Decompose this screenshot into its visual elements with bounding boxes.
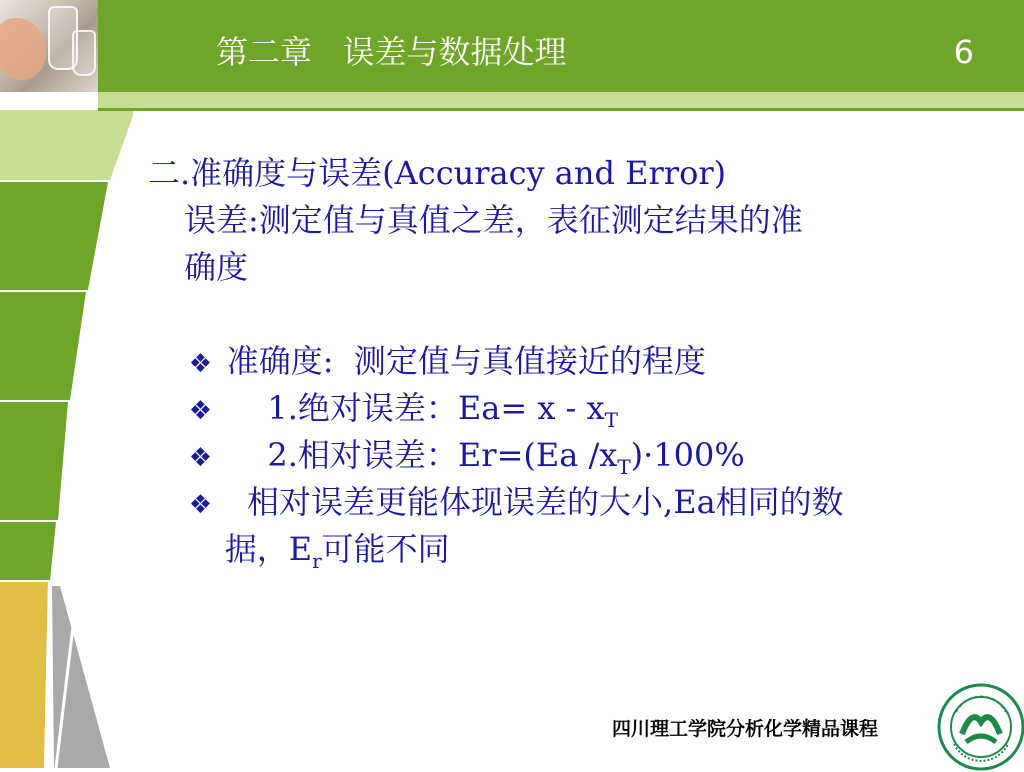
diamond-bullet-icon: ❖ (188, 490, 212, 520)
left-decoration (0, 0, 160, 768)
university-logo (936, 682, 1024, 772)
definition-text-line-1: 误差:测定值与真值之差，表征测定结果的准 (184, 201, 803, 239)
diamond-bullet-icon: ❖ (188, 443, 212, 473)
page-number: 6 (953, 33, 974, 71)
note-text-subscript: r (312, 549, 322, 573)
slide-title: 第二章 误差与数据处理 (216, 33, 567, 71)
bullet-accuracy-text: 准确度: 测定值与真值接近的程度 (226, 342, 706, 380)
bullet-accuracy (148, 291, 978, 380)
header-divider-line (98, 108, 1024, 111)
note-text-prefix: 据，E (224, 530, 313, 568)
glassware-image (72, 30, 96, 76)
bullet-note (148, 432, 978, 521)
relative-error-formula: 2.相对误差：Er=(Ea /x (226, 436, 618, 474)
footer-course-name: 四川理工学院分析化学精品课程 (612, 718, 879, 740)
header-photo (0, 0, 98, 92)
absolute-error-subscript: T (604, 408, 618, 432)
bullet-absolute-error (148, 338, 978, 432)
definition-text-line-2: 确度 (184, 248, 249, 286)
relative-error-subscript: T (617, 455, 631, 479)
diamond-bullet-icon: ❖ (188, 349, 212, 379)
relative-error-formula-suffix: )·100% (630, 436, 745, 474)
slide-content (148, 150, 978, 573)
note-text-line-1: 相对误差更能体现误差的大小,Ea相同的数 (226, 483, 844, 521)
absolute-error-formula: 1.绝对误差：Ea= x - x (226, 389, 605, 427)
hand-image (0, 18, 46, 80)
note-text-line-2 (148, 479, 978, 573)
note-text-suffix: 可能不同 (321, 530, 450, 568)
section-heading: 二.准确度与误差(Accuracy and Error) (148, 154, 727, 192)
diamond-bullet-icon: ❖ (188, 396, 212, 426)
bullet-relative-error (148, 385, 978, 479)
